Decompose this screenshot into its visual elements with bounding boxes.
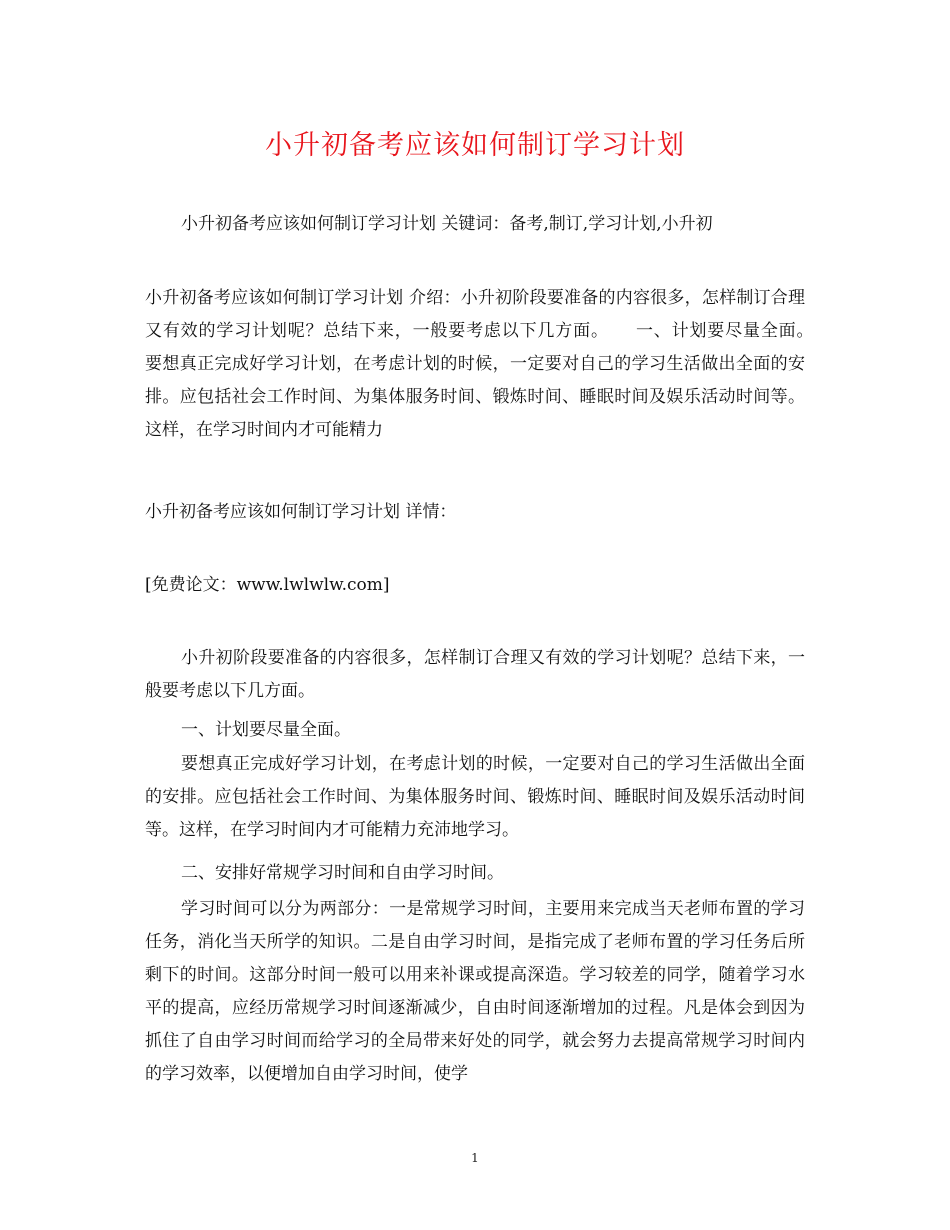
body-paragraph-2: 要想真正完成好学习计划，在考虑计划的时候，一定要对自己的学习生活做出全面的安排。应包括社会工作时间、为集体服务时间、锻炼时间、睡眠时间及娱乐活动时间等。这样，在学习时间内才可能精力充沛地学习。	[145, 754, 805, 840]
keywords-line: 小升初备考应该如何制订学习计划 关键词：备考,制订,学习计划,小升初	[181, 214, 713, 234]
section-heading-1: 一、计划要尽量全面。	[181, 720, 351, 740]
source-link[interactable]: [免费论文：www.lwlwlw.com]	[145, 575, 390, 595]
section-heading-2: 二、安排好常规学习时间和自由学习时间。	[181, 863, 504, 883]
body-paragraph-3: 学习时间可以分为两部分：一是常规学习时间，主要用来完成当天老师布置的学习任务，消化当天所学的知识。二是自由学习时间，是指完成了老师布置的学习任务后所剩下的时间。这部分时间一般可以用来补课或提高深造。学习较差的同学，随着学习水平的提高，应经历常规学习时间逐渐减少，自由时间逐渐增加的过程。凡是体会到因为抓住了自由学习时间而给学习的全局带来好处的同学，就会努力去提高常规学习时间内的学习效率，以便增加自由学习时间，使学	[145, 899, 805, 1084]
page-number: 1	[471, 1151, 479, 1165]
details-label: 小升初备考应该如何制订学习计划 详情：	[145, 502, 457, 522]
body-paragraph-1: 小升初阶段要准备的内容很多，怎样制订合理又有效的学习计划呢？总结下来，一般要考虑以下几方面。	[145, 648, 805, 701]
document-title: 小升初备考应该如何制订学习计划	[265, 130, 685, 161]
intro-paragraph: 小升初备考应该如何制订学习计划 介绍：小升初阶段要准备的内容很多，怎样制订合理又有效的学习计划呢？总结下来，一般要考虑以下几方面。 一、计划要尽量全面。 要想真正完成好学习计划，在考虑计划的时候，一定要对自己的学习生活做出全面的安排。应包括社会工作时间、为集体服务时间、锻炼时间、睡眠时间及娱乐活动时间等。这样，在学习时间内才可能精力	[145, 288, 839, 440]
